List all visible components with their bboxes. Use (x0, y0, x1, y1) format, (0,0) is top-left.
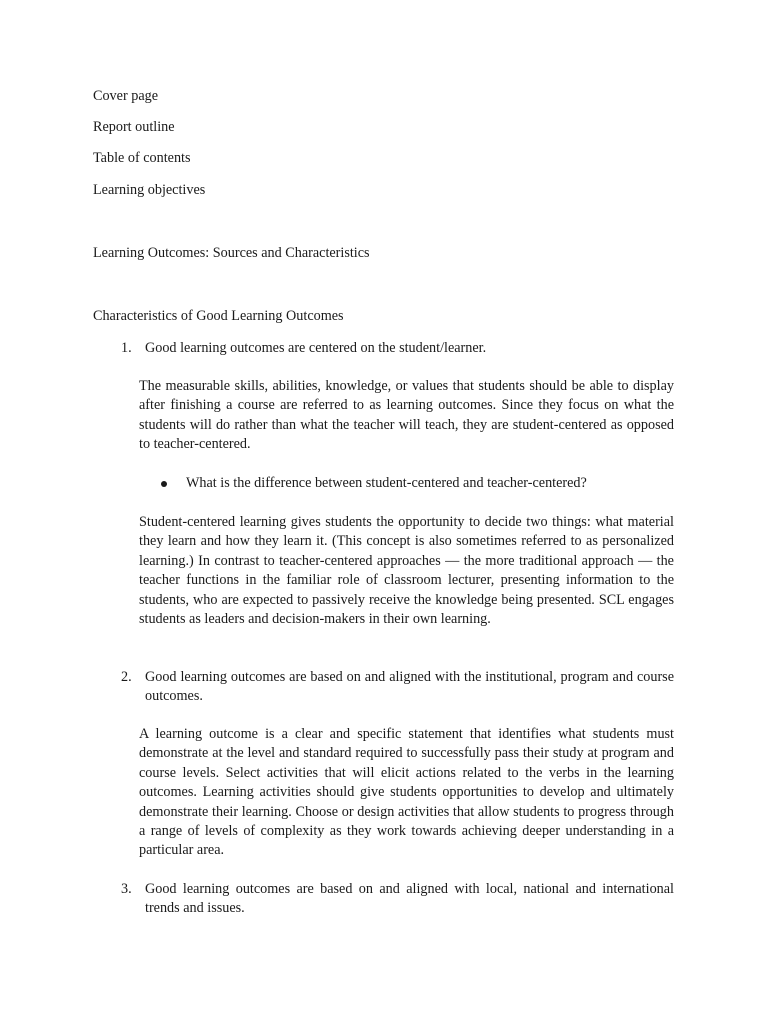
list-number-3: 3. (121, 881, 132, 897)
outline-item-report-outline: Report outline (93, 119, 175, 135)
list-item-heading-2: Good learning outcomes are based on and aligned with the institutional, program and course outcomes. (145, 669, 674, 705)
outline-item-table-of-contents: Table of contents (93, 150, 191, 166)
item-1-paragraph-2: Student-centered learning gives students the opportunity to decide two things: what material they learn and how they learn it. (This concept is also sometimes referred to as personalized learning.) In contrast to teacher-centered approaches — the more traditional approach — the teacher functions in the familiar role of classroom lecturer, presenting information to the students, who are expected to passively receive the knowledge being presented. SCL engages students as leaders and decision-makers in their own learning. (139, 514, 674, 628)
subsection-title: Characteristics of Good Learning Outcomes (93, 308, 344, 324)
item-2-paragraph-1: A learning outcome is a clear and specific statement that identifies what students must demonstrate at the level and standard required to successfully pass their study at program and course levels. Select activities that will elicit actions related to the verbs in the learning outcomes. Learning activities should give students opportunities to develop and ultimately demonstrate their learning. Choose or design activities that allow students to progress through a range of levels of complexity as they work towards achieving deeper understanding in a particular area. (139, 726, 674, 859)
outline-item-learning-objectives: Learning objectives (93, 182, 206, 198)
list-item-heading-3: Good learning outcomes are based on and aligned with local, national and international trends and issues. (145, 881, 674, 917)
list-item-heading-1: Good learning outcomes are centered on the student/learner. (145, 340, 487, 356)
item-1-paragraph-1: The measurable skills, abilities, knowledge, or values that students should be able to display after finishing a course are referred to as learning outcomes. Since they focus on what the students will do rather than what the teacher will teach, they are student-centered as opposed to teacher-centered. (139, 378, 674, 453)
bullet-question: What is the difference between student-centered and teacher-centered? (186, 475, 587, 491)
list-number-2: 2. (121, 669, 132, 685)
bullet-icon (161, 481, 167, 487)
section-title: Learning Outcomes: Sources and Characteristics (93, 245, 370, 261)
list-number-1: 1. (121, 340, 132, 356)
outline-item-cover-page: Cover page (93, 88, 159, 104)
